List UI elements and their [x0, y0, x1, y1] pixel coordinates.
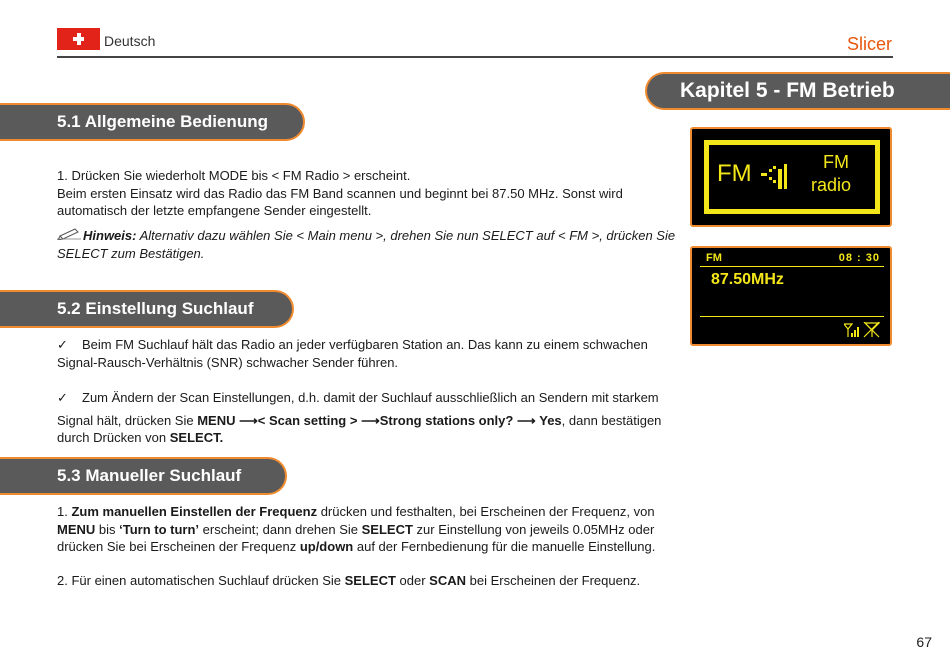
arrow-icon: ⟶: [516, 412, 536, 428]
fm-frequency-display: [690, 246, 892, 346]
hint-label: Hinweis:: [83, 228, 137, 243]
hint-paragraph: [57, 226, 677, 262]
chapter-title: Kapitel 5 - FM Betrieb: [645, 72, 950, 110]
display-fm-text: FM: [717, 160, 752, 187]
display-label-fm: FM: [823, 152, 849, 172]
display-clock: 08 : 30: [838, 252, 880, 264]
signal-strength-icon: [844, 322, 880, 338]
section-5-1-body: [57, 167, 677, 220]
scan-setting-text-c: , dann bestätigen: [561, 412, 662, 428]
display-divider: [700, 266, 884, 267]
language-label: Deutsch: [104, 33, 156, 49]
select-key: SELECT.: [169, 430, 224, 445]
pencil-hint-icon: [57, 226, 83, 240]
header-divider: [57, 56, 893, 58]
arrow-icon: ⟶: [239, 412, 258, 428]
brand-name: Slicer: [846, 34, 892, 54]
arrow-icon: ⟶: [361, 412, 380, 428]
checkmark-icon: ✓: [57, 337, 68, 352]
scan-setting-text-d: durch Drücken von: [57, 430, 170, 445]
display-frequency: 87.50MHz: [711, 271, 784, 288]
scan-setting-item: [57, 389, 677, 447]
section-title-5-1: 5.1 Allgemeine Bedienung: [0, 103, 305, 141]
checkmark-icon: ✓: [57, 390, 68, 405]
scan-setting-text-b: Signal hält, drücken Sie: [57, 412, 198, 428]
page-number: 67: [916, 634, 932, 650]
display-band: FM: [706, 252, 722, 264]
display-divider: [700, 316, 884, 317]
hint-text: Alternativ dazu wählen Sie < Main menu >, drehen Sie nun SELECT auf < FM >, drücken Sie SELECT zum Bestätigen.: [57, 228, 676, 261]
yes-option: Yes: [539, 412, 562, 428]
first-use-note: Beim ersten Einsatz wird das Radio das FM Band scannen und beginnt bei 87.50 MHz. Sonst wird automatisch der letzte empfangene Sender eingestellt.: [57, 185, 623, 218]
swiss-flag-icon: [57, 28, 100, 50]
scan-setting-text-a: Zum Ändern der Scan Einstellungen, d.h. damit der Suchlauf ausschließlich an Sendern mit starkem: [82, 390, 659, 405]
fm-radio-display: [690, 127, 892, 227]
menu-key: MENU: [197, 412, 236, 428]
scan-info-item: [57, 336, 677, 371]
scan-setting-option: < Scan setting >: [257, 412, 358, 428]
scan-info-text: Beim FM Suchlauf hält das Radio an jeder verfügbaren Station an. Das kann zu einem schwachen Signal-Rausch-Verhältnis (SNR) schwacher Sender führen.: [57, 337, 648, 370]
auto-scan-paragraph: 2. Für einen automatischen Suchlauf drücken Sie SELECT oder SCAN bei Erscheinen der Frequenz.: [57, 573, 641, 588]
manual-tuning-paragraph: 1. Zum manuellen Einstellen der Frequenz drücken und festhalten, bei Erscheinen der Frequenz, von MENU bis ‘Turn to turn’ erscheint; dann drehen Sie SELECT zur Einstellung von jeweils 0.05MHz oder drücken Sie bei Erscheinen der Frequenz up/down auf der Fernbedienung für die manuelle Einstellung.: [57, 504, 656, 554]
display-label-radio: radio: [811, 175, 852, 195]
step-1: 1. Drücken Sie wiederholt MODE bis < FM Radio > erscheint.: [57, 168, 411, 183]
strong-stations-option: Strong stations only?: [379, 412, 514, 428]
section-title-5-2: 5.2 Einstellung Suchlauf: [0, 290, 294, 328]
antenna-icon: [761, 161, 791, 191]
section-title-5-3: 5.3 Manueller Suchlauf: [0, 457, 287, 495]
display-frame: [704, 140, 880, 214]
